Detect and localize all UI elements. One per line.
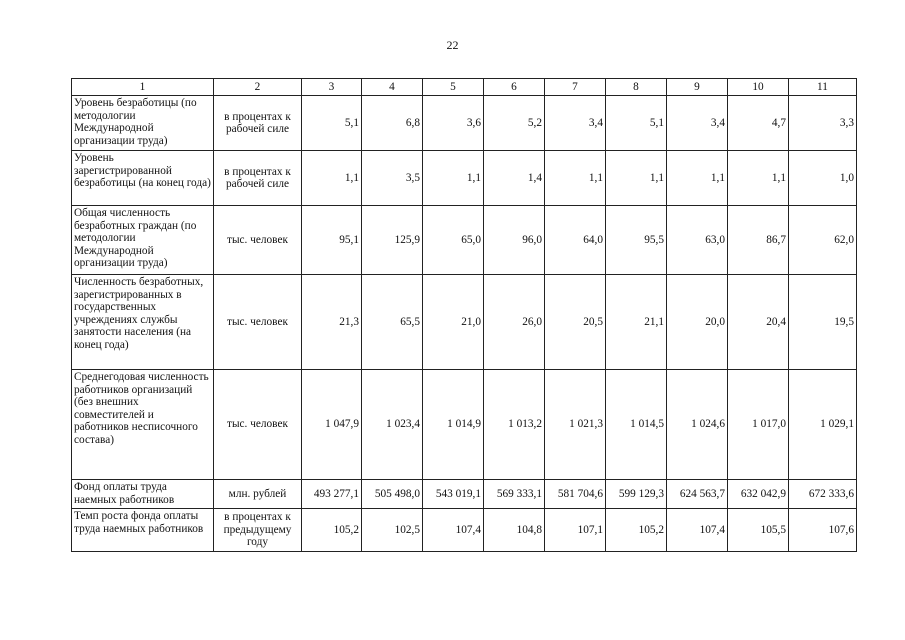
value-cell: 107,1 xyxy=(545,509,606,552)
value-cell: 1 017,0 xyxy=(728,370,789,480)
value-cell: 599 129,3 xyxy=(606,480,667,509)
value-cell: 19,5 xyxy=(789,275,857,370)
value-cell: 3,5 xyxy=(362,151,423,206)
column-header: 2 xyxy=(214,79,302,96)
table-row xyxy=(72,206,857,275)
table-row xyxy=(72,151,857,206)
column-header: 4 xyxy=(362,79,423,96)
value-cell: 543 019,1 xyxy=(423,480,484,509)
value-cell: 1 014,9 xyxy=(423,370,484,480)
value-cell: 21,1 xyxy=(606,275,667,370)
value-cell: 1 014,5 xyxy=(606,370,667,480)
value-cell: 624 563,7 xyxy=(667,480,728,509)
column-header: 5 xyxy=(423,79,484,96)
value-cell: 1 024,6 xyxy=(667,370,728,480)
value-cell: 107,6 xyxy=(789,509,857,552)
table-row xyxy=(72,275,857,370)
value-cell: 493 277,1 xyxy=(302,480,362,509)
value-cell: 1,1 xyxy=(728,151,789,206)
value-cell: 20,5 xyxy=(545,275,606,370)
table-row xyxy=(72,480,857,509)
value-cell: 65,5 xyxy=(362,275,423,370)
indicator-name: Среднегодовая численность работников организаций (без внешних совместителей и работников несписочного состава) xyxy=(72,370,214,480)
value-cell: 569 333,1 xyxy=(484,480,545,509)
value-cell: 102,5 xyxy=(362,509,423,552)
value-cell: 26,0 xyxy=(484,275,545,370)
column-header: 8 xyxy=(606,79,667,96)
indicator-name: Фонд оплаты труда наемных работников xyxy=(72,480,214,509)
value-cell: 63,0 xyxy=(667,206,728,275)
value-cell: 107,4 xyxy=(667,509,728,552)
value-cell: 3,6 xyxy=(423,96,484,151)
value-cell: 96,0 xyxy=(484,206,545,275)
value-cell: 1 013,2 xyxy=(484,370,545,480)
indicator-unit: тыс. человек xyxy=(214,370,302,480)
indicator-unit: в процентах к рабочей силе xyxy=(214,151,302,206)
column-header: 7 xyxy=(545,79,606,96)
value-cell: 105,2 xyxy=(302,509,362,552)
value-cell: 1,1 xyxy=(423,151,484,206)
value-cell: 107,4 xyxy=(423,509,484,552)
value-cell: 1,4 xyxy=(484,151,545,206)
statistics-table xyxy=(71,78,857,552)
column-header: 3 xyxy=(302,79,362,96)
indicator-unit: тыс. человек xyxy=(214,206,302,275)
table-header-row xyxy=(72,79,857,96)
value-cell: 20,4 xyxy=(728,275,789,370)
value-cell: 6,8 xyxy=(362,96,423,151)
value-cell: 105,5 xyxy=(728,509,789,552)
column-header: 10 xyxy=(728,79,789,96)
value-cell: 125,9 xyxy=(362,206,423,275)
value-cell: 3,4 xyxy=(545,96,606,151)
column-header: 9 xyxy=(667,79,728,96)
value-cell: 21,3 xyxy=(302,275,362,370)
value-cell: 1,0 xyxy=(789,151,857,206)
value-cell: 505 498,0 xyxy=(362,480,423,509)
value-cell: 1,1 xyxy=(302,151,362,206)
indicator-name: Темп роста фонда оплаты труда наемных работников xyxy=(72,509,214,552)
column-header: 1 xyxy=(72,79,214,96)
value-cell: 632 042,9 xyxy=(728,480,789,509)
value-cell: 1 021,3 xyxy=(545,370,606,480)
value-cell: 3,4 xyxy=(667,96,728,151)
table-row xyxy=(72,509,857,552)
value-cell: 64,0 xyxy=(545,206,606,275)
value-cell: 86,7 xyxy=(728,206,789,275)
value-cell: 1 029,1 xyxy=(789,370,857,480)
indicator-unit: тыс. человек xyxy=(214,275,302,370)
value-cell: 1,1 xyxy=(667,151,728,206)
value-cell: 1 047,9 xyxy=(302,370,362,480)
value-cell: 65,0 xyxy=(423,206,484,275)
value-cell: 5,1 xyxy=(302,96,362,151)
value-cell: 20,0 xyxy=(667,275,728,370)
column-header: 6 xyxy=(484,79,545,96)
indicator-unit: в процентах к предыдущему году xyxy=(214,509,302,552)
value-cell: 95,5 xyxy=(606,206,667,275)
table-row xyxy=(72,370,857,480)
indicator-name: Численность безработных, зарегистрированных в государственных учреждениях службы занятости населения (на конец года) xyxy=(72,275,214,370)
value-cell: 581 704,6 xyxy=(545,480,606,509)
indicator-name: Уровень зарегистрированной безработицы (на конец года) xyxy=(72,151,214,206)
indicator-name: Уровень безработицы (по методологии Международной организации труда) xyxy=(72,96,214,151)
value-cell: 5,2 xyxy=(484,96,545,151)
value-cell: 105,2 xyxy=(606,509,667,552)
value-cell: 3,3 xyxy=(789,96,857,151)
value-cell: 1 023,4 xyxy=(362,370,423,480)
value-cell: 4,7 xyxy=(728,96,789,151)
column-header: 11 xyxy=(789,79,857,96)
indicator-unit: млн. рублей xyxy=(214,480,302,509)
value-cell: 104,8 xyxy=(484,509,545,552)
page-number: 22 xyxy=(446,38,459,52)
value-cell: 95,1 xyxy=(302,206,362,275)
table-row xyxy=(72,96,857,151)
value-cell: 5,1 xyxy=(606,96,667,151)
indicator-unit: в процентах к рабочей силе xyxy=(214,96,302,151)
value-cell: 1,1 xyxy=(606,151,667,206)
value-cell: 21,0 xyxy=(423,275,484,370)
value-cell: 672 333,6 xyxy=(789,480,857,509)
value-cell: 62,0 xyxy=(789,206,857,275)
indicator-name: Общая численность безработных граждан (по методологии Международной организации труда) xyxy=(72,206,214,275)
value-cell: 1,1 xyxy=(545,151,606,206)
